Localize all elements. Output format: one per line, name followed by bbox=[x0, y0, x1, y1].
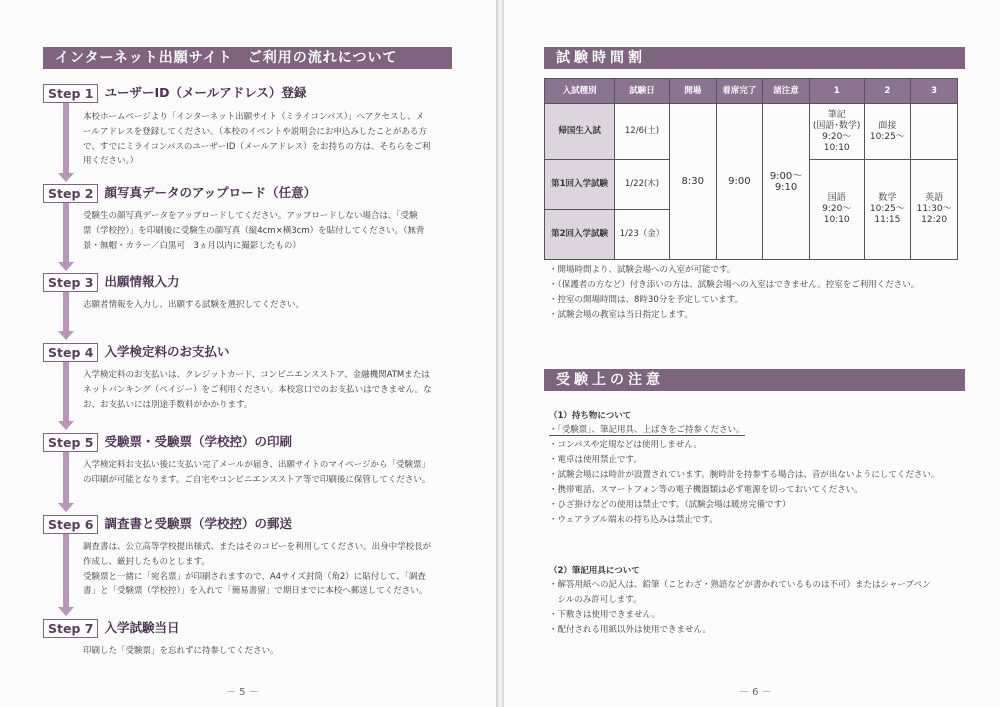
step-connector bbox=[63, 103, 69, 175]
note-line: ・開場時間より、試験会場への入室が可能です。 bbox=[549, 265, 736, 275]
step-title: 入学検定料のお支払い bbox=[104, 344, 230, 359]
cell-line: 数学 bbox=[878, 193, 897, 203]
body-line: 票（学校控）」を印刷後に受験生の顔写真（縦4cm×横3cm）を貼付してください。（無背 bbox=[83, 225, 425, 236]
page-number: － 6 － bbox=[739, 687, 772, 698]
list-item: シルのみ許可します。 bbox=[549, 595, 642, 605]
header-cell: 3 bbox=[911, 79, 958, 104]
step-4-body bbox=[83, 368, 463, 412]
row-type: 第2回入学試験 bbox=[545, 210, 615, 260]
step-title: 出願情報入力 bbox=[104, 274, 180, 289]
cell-line: 国語 bbox=[827, 193, 846, 203]
arrow-down-icon bbox=[58, 503, 74, 512]
right-page bbox=[504, 0, 1000, 707]
header-cell: 入試種別 bbox=[545, 79, 615, 104]
step-label: Step 7 bbox=[43, 619, 98, 638]
precautions-banner: 受験上の注意 bbox=[544, 369, 965, 391]
page-number: － 5 － bbox=[226, 687, 259, 698]
arrow-down-icon bbox=[58, 173, 74, 182]
cell-line: 11:15 bbox=[874, 215, 901, 225]
cell-line: 筆記 bbox=[827, 109, 846, 120]
cell-line: 面接 bbox=[878, 120, 897, 131]
row-date: 1/23（金） bbox=[615, 210, 670, 260]
table-header-row bbox=[545, 79, 958, 104]
belongings-heading: （1）持ち物について bbox=[549, 411, 632, 421]
step-label: Step 6 bbox=[43, 515, 98, 534]
cell-line: 10:25～ bbox=[869, 131, 905, 142]
step-title: 顔写真データのアップロード（任意） bbox=[104, 185, 317, 200]
notice-line: 9:00～ bbox=[769, 170, 803, 182]
step-6 bbox=[43, 514, 292, 534]
body-line: 本校ホームページより「インターネット出願サイト（ミライコンパス）」へアクセスし、メ bbox=[83, 112, 425, 122]
header-cell: 開場 bbox=[669, 79, 716, 104]
book-gutter bbox=[496, 0, 504, 707]
cell-line: (国語･数学) bbox=[812, 120, 861, 131]
list-item: ・携帯電話、スマートフォン等の電子機器類は必ず電源を切っておいてください。 bbox=[549, 485, 863, 495]
body-line: で、すでにミライコンパスのユーザーID（メールアドレス）をお持ちの方は、そちらをご利 bbox=[83, 141, 431, 152]
note-line: ・控室の開場時間は、8時30分を予定しています。 bbox=[549, 295, 744, 305]
body-line: 景・無帽・カラー／白黒可 3ヵ月以内に撮影したもの） bbox=[83, 240, 301, 251]
list-item bbox=[549, 423, 939, 438]
step-2 bbox=[43, 183, 316, 203]
arrow-down-icon bbox=[58, 607, 74, 616]
body-line: 調査書は、公立高等学校提出様式、またはそのコピーを利用してください。出身中学校長が bbox=[83, 542, 432, 552]
step-title: 入学試験当日 bbox=[104, 620, 180, 635]
kikoku-period-3 bbox=[911, 104, 958, 160]
step-6-body bbox=[83, 540, 463, 599]
step-connector bbox=[63, 361, 69, 423]
list-item: ・下敷きは使用できません。 bbox=[549, 610, 661, 620]
arrow-down-icon bbox=[58, 262, 74, 271]
body-line: ネットバンキング（ペイジー）をご利用ください。本校窓口でのお支払いはできません。な bbox=[83, 384, 432, 395]
seated-time: 9:00 bbox=[716, 104, 763, 260]
schedule-notes bbox=[549, 263, 919, 323]
list-item: ・電卓は使用禁止です。 bbox=[549, 455, 642, 465]
list-item: ・ひざ掛けなどの使用は禁止です。（試験会場は暖房完備です） bbox=[549, 500, 791, 510]
schedule-table bbox=[544, 78, 958, 260]
body-line: ールアドレスを登録してください。（本校のイベントや説明会にお申込みしたことがある方 bbox=[83, 126, 427, 137]
step-4 bbox=[43, 342, 229, 362]
ippan-period-3 bbox=[911, 160, 958, 260]
emphasis-line: ・「受験票」、筆記用具、上ばきをご持参ください。 bbox=[549, 425, 745, 435]
left-page bbox=[0, 0, 496, 707]
notice-line: 9:10 bbox=[774, 181, 798, 193]
step-label: Step 4 bbox=[43, 343, 98, 362]
row-date: 12/6(土) bbox=[615, 104, 670, 160]
body-line: お、お支払いには別途手数料がかかります。 bbox=[83, 399, 253, 410]
body-line: 印刷した「受験票」を忘れずに持参してください。 bbox=[83, 646, 279, 656]
header-cell: 着席完了 bbox=[716, 79, 763, 104]
body-line: の印刷が可能となります。ご自宅やコンビニエンスストア等で印刷後に保管してください。 bbox=[83, 474, 431, 485]
note-line: ・試験会場の教室は当日指定します。 bbox=[549, 310, 693, 320]
body-line: 書」と「受験票（学校控）」を入れて「簡易書留」で期日までに本校へ郵送してください。 bbox=[83, 586, 428, 597]
kikoku-period-2 bbox=[864, 104, 911, 160]
header-cell: 諸注意 bbox=[763, 79, 810, 104]
open-time: 8:30 bbox=[669, 104, 716, 260]
body-line: 用ください。） bbox=[83, 156, 139, 167]
step-title: 調査書と受験票（学校控）の郵送 bbox=[104, 516, 292, 531]
header-cell: 2 bbox=[864, 79, 911, 104]
cell-line: 12:20 bbox=[921, 215, 948, 225]
cell-line: 10:10 bbox=[823, 142, 850, 153]
step-5-body bbox=[83, 458, 463, 488]
step-connector bbox=[63, 291, 69, 333]
step-1 bbox=[43, 83, 306, 103]
list-item: ・解答用紙への記入は、鉛筆（ことわざ・熟語などが書かれているものは不可）またはシャープペン bbox=[549, 580, 931, 590]
body-line: 入学検定料お支払い後に支払い完了メールが届き、出願サイトのマイページから「受験票」 bbox=[83, 460, 431, 470]
kikoku-period-1 bbox=[809, 104, 864, 160]
step-3-body bbox=[83, 298, 463, 313]
body-line: 志願者情報を入力し、出願する試験を選択してください。 bbox=[83, 300, 305, 310]
step-7 bbox=[43, 618, 179, 638]
ippan-period-1 bbox=[809, 160, 864, 260]
cell-line: 10:10 bbox=[823, 215, 850, 225]
list-item: ・ウェアラブル端末の持ち込みは禁止です。 bbox=[549, 515, 718, 525]
cell-line: 英語 bbox=[925, 193, 944, 203]
notice-time bbox=[763, 104, 810, 260]
step-connector bbox=[63, 451, 69, 505]
row-type: 第1回入学試験 bbox=[545, 160, 615, 210]
body-line: 受験票と一緒に「宛名票」が印刷されますので、A4サイズ封筒（角2）に貼付して、「調査 bbox=[83, 571, 426, 582]
left-banner: インターネット出願サイト ご利用の流れについて bbox=[43, 47, 452, 69]
list-item: ・試験会場には時計が設置されています。腕時計を持参する場合は、音が出ないようにしてください。 bbox=[549, 470, 940, 480]
body-line: 入学検定料のお支払いは、クレジットカード、コンビニエンスストア、金融機関ATMまたは bbox=[83, 370, 430, 380]
step-connector bbox=[63, 533, 69, 609]
list-item: ・配付される用紙以外は使用できません。 bbox=[549, 625, 712, 635]
list-item: ・コンパスや定規などは使用しません。 bbox=[549, 440, 702, 450]
step-label: Step 1 bbox=[43, 84, 98, 103]
cell-line: 9:20～ bbox=[822, 204, 852, 214]
body-line: 作成し、厳封したものとします。 bbox=[83, 556, 210, 567]
cell-line: 11:30～ bbox=[916, 204, 952, 214]
row-type: 帰国生入試 bbox=[545, 104, 615, 160]
table-row bbox=[545, 104, 958, 160]
step-connector bbox=[63, 202, 69, 264]
belongings-list bbox=[549, 423, 939, 528]
step-5 bbox=[43, 432, 292, 452]
step-3 bbox=[43, 272, 179, 292]
writing-tools-list bbox=[549, 578, 931, 638]
schedule-banner: 試験時間割 bbox=[544, 47, 965, 69]
cell-line: 9:20～ bbox=[822, 131, 852, 142]
step-title: 受験票・受験票（学校控）の印刷 bbox=[104, 434, 292, 449]
body-line: 受験生の顔写真データをアップロードしてください。アップロードしない場合は、「受験 bbox=[83, 211, 418, 221]
step-label: Step 5 bbox=[43, 433, 98, 452]
step-label: Step 2 bbox=[43, 184, 98, 203]
row-date: 1/22(木) bbox=[615, 160, 670, 210]
step-title: ユーザーID（メールアドレス）登録 bbox=[104, 85, 307, 100]
arrow-down-icon bbox=[58, 421, 74, 430]
ippan-period-2 bbox=[864, 160, 911, 260]
step-label: Step 3 bbox=[43, 273, 98, 292]
note-line: ・（保護者の方など）付き添いの方は、試験会場への入室はできません。控室をご利用ください。 bbox=[549, 280, 920, 290]
header-cell: 1 bbox=[809, 79, 864, 104]
cell-line: 10:25～ bbox=[869, 204, 905, 214]
step-7-body bbox=[83, 644, 463, 659]
writing-tools-heading: （2）筆記用具について bbox=[549, 566, 640, 576]
step-2-body bbox=[83, 209, 463, 253]
arrow-down-icon bbox=[58, 331, 74, 340]
step-1-body bbox=[83, 110, 463, 169]
header-cell: 試験日 bbox=[615, 79, 670, 104]
